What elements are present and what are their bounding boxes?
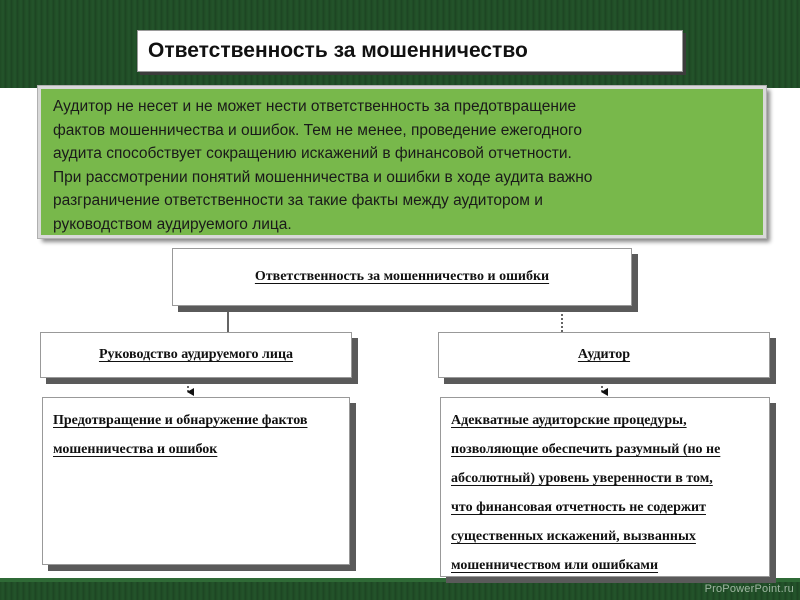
diagram-root-box	[172, 248, 632, 306]
management-line: Предотвращение и обнаружение фактов	[53, 413, 308, 428]
bottom-decor-band	[0, 578, 800, 600]
bottom-stripe	[0, 578, 800, 582]
intro-text-box	[38, 86, 766, 238]
management-header-box	[40, 332, 352, 378]
slide-title: Ответственность за мошенничество	[137, 30, 683, 72]
auditor-line: абсолютный) уровень уверенности в том,	[451, 471, 713, 486]
management-line: мошенничества и ошибок	[53, 442, 218, 457]
intro-line: разграничение ответственности за такие факты между аудитором и	[53, 192, 543, 209]
diagram-root-label: Ответственность за мошенничество и ошибки	[254, 269, 550, 284]
intro-line: Аудитор не несет и не может нести ответственность за предотвращение	[53, 98, 577, 115]
auditor-header-box	[438, 332, 770, 378]
auditor-line: позволяющие обеспечить разумный (но не	[451, 442, 721, 457]
auditor-line: что финансовая отчетность не содержит	[451, 500, 706, 515]
intro-line: аудита способствует сокращению искажений в финансовой отчетности.	[53, 145, 572, 162]
management-header-label: Руководство аудируемого лица	[98, 347, 294, 362]
auditor-line: мошенничеством или ошибками	[451, 558, 659, 573]
management-responsibility-box	[42, 397, 350, 565]
watermark: ProPowerPoint.ru	[704, 583, 794, 595]
auditor-header-label: Аудитор	[577, 347, 631, 362]
auditor-responsibility-box	[440, 397, 770, 577]
auditor-line: существенных искажений, вызванных	[451, 529, 696, 544]
intro-line: фактов мошенничества и ошибок. Тем не менее, проведение ежегодного	[53, 121, 582, 139]
intro-line: руководством аудируемого лица.	[53, 215, 292, 233]
intro-line: При рассмотрении понятий мошенничества и ошибки в ходе аудита важно	[53, 168, 593, 186]
auditor-line: Адекватные аудиторские процедуры,	[451, 413, 687, 428]
